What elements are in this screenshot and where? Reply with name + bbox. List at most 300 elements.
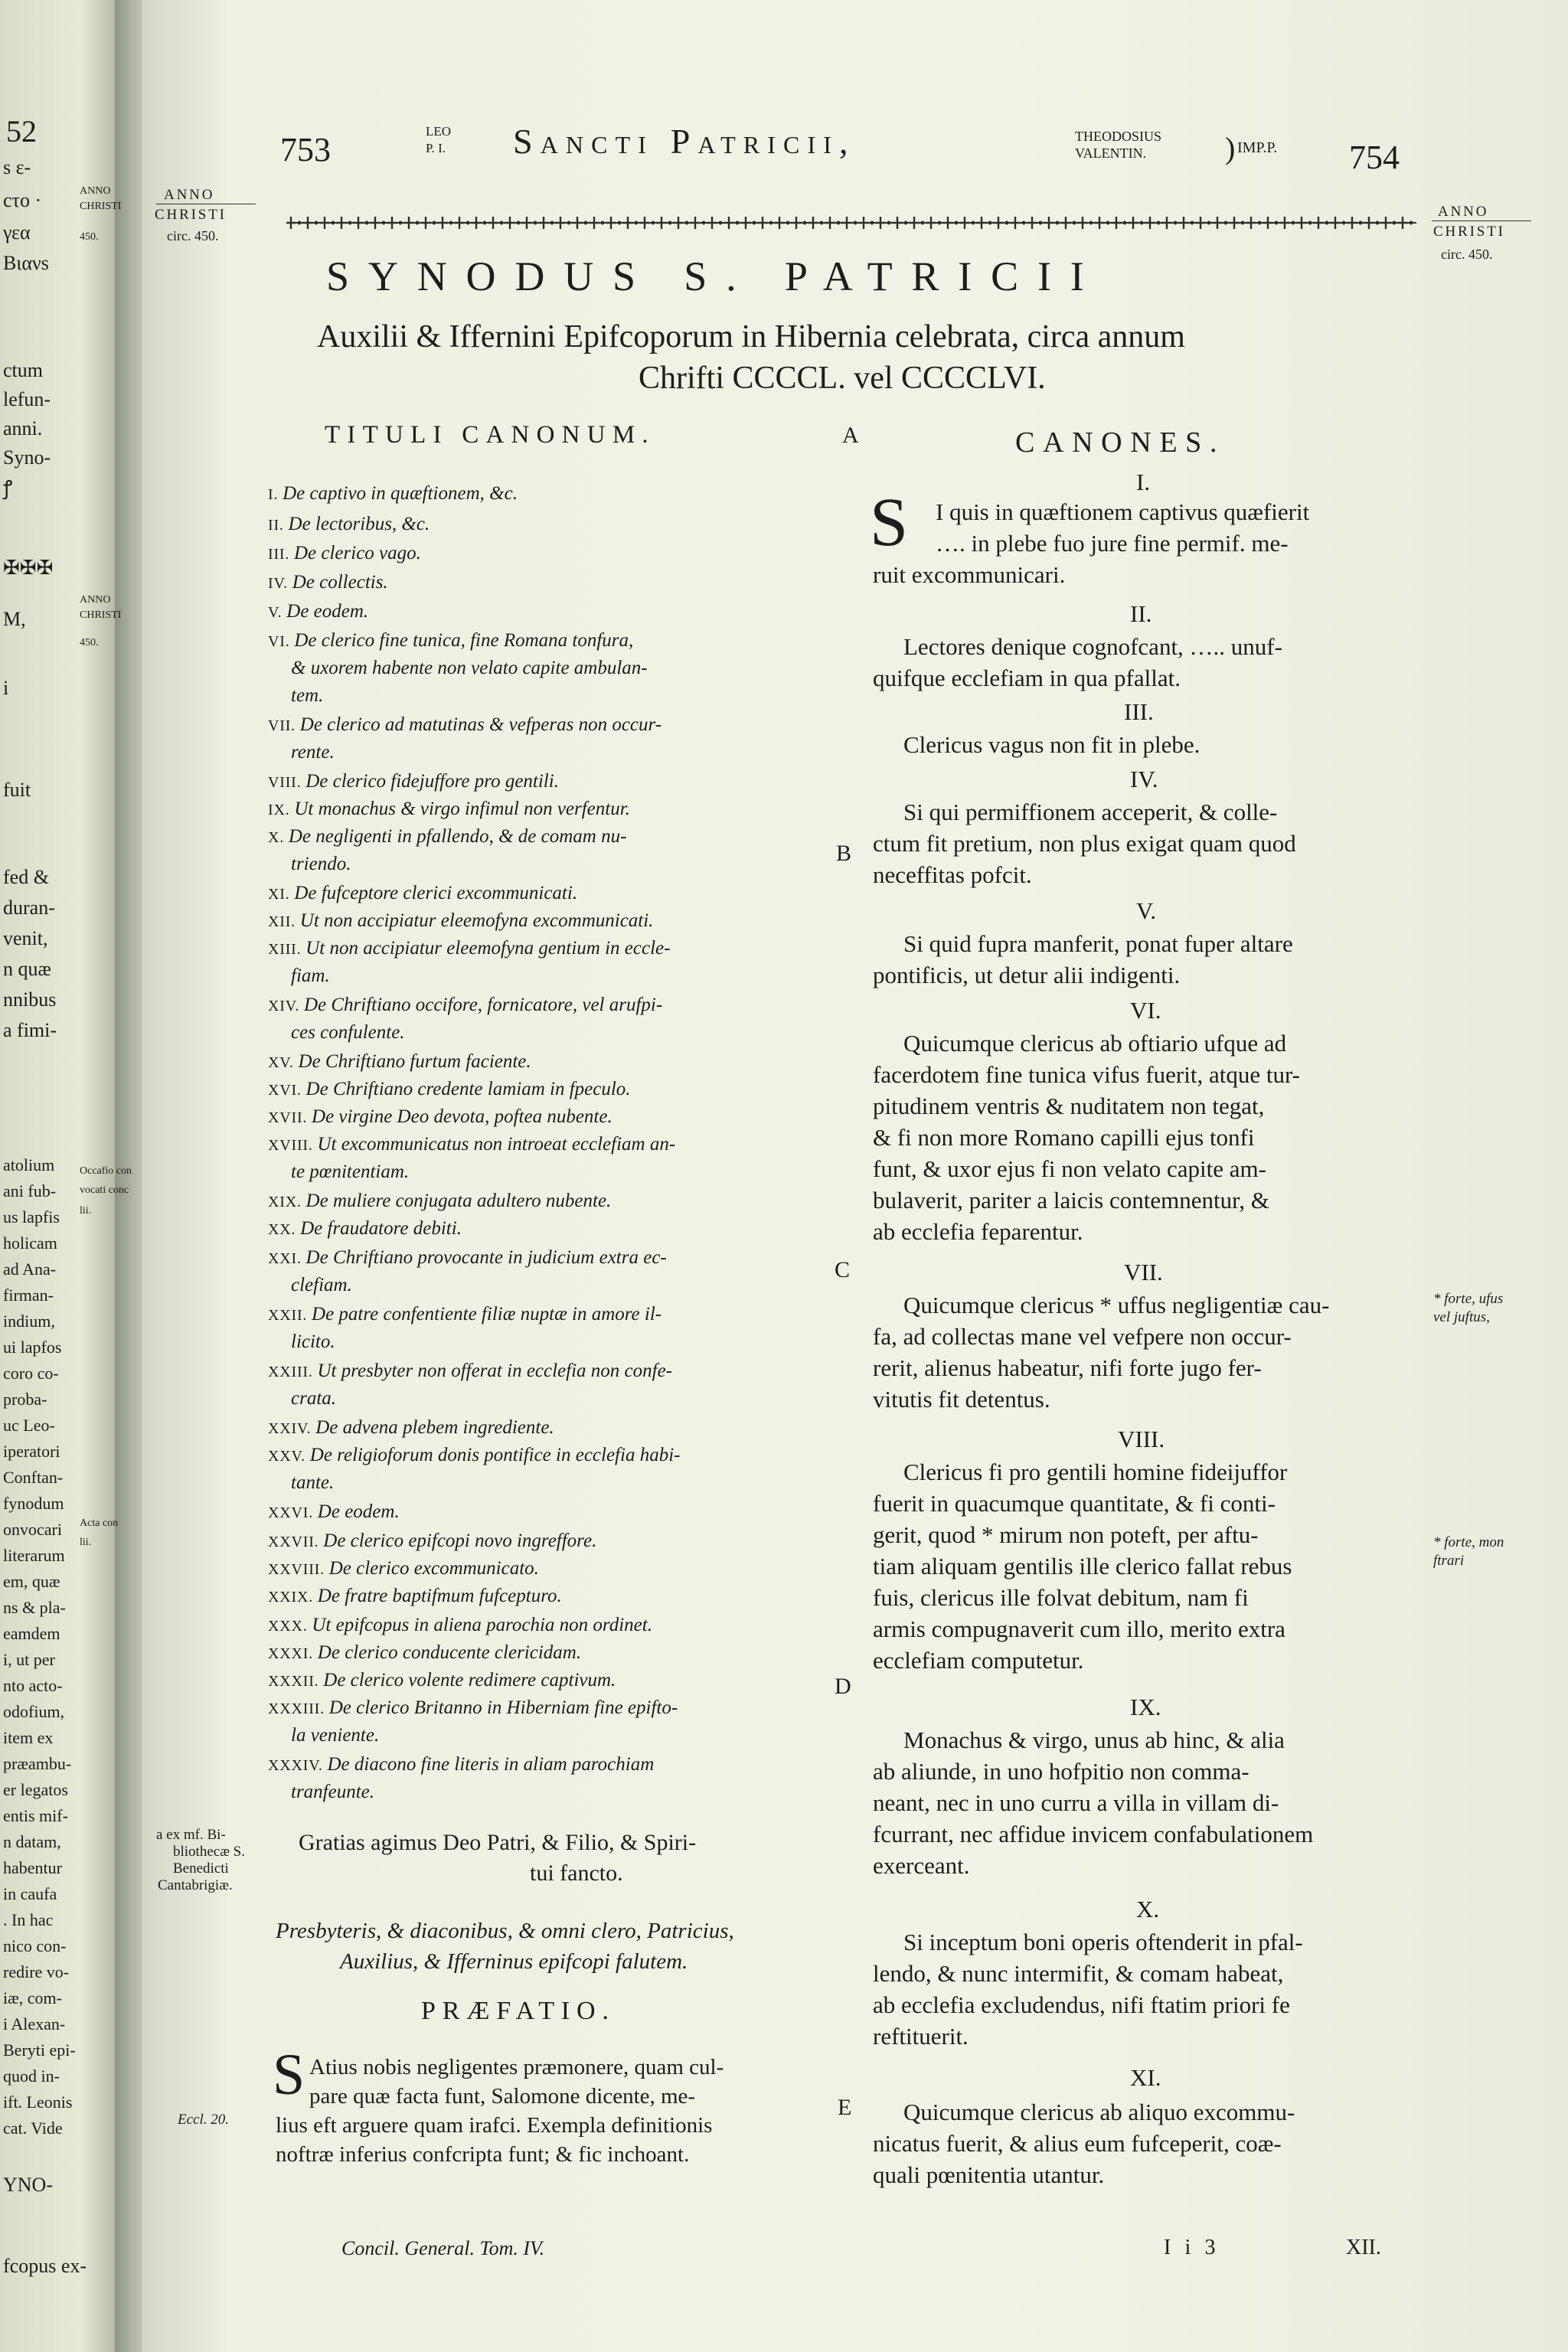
- ornament-cross: [1094, 217, 1105, 229]
- facing-page-line: firman-: [3, 1285, 54, 1305]
- canon-line: armis compugnaverit cum illo, merito extra: [873, 1615, 1285, 1642]
- titulus-line: [291, 1161, 409, 1184]
- ornament-cross: [302, 217, 313, 229]
- ornament-dot: [365, 221, 369, 225]
- canon-line: ab ecclefia excludendus, nifi ftatim priori fe: [873, 1991, 1290, 2018]
- facing-page-line: n quæ: [3, 958, 51, 980]
- facing-page-line: ift. Leonis: [3, 2092, 73, 2112]
- facing-page-line: fynodum: [3, 1494, 64, 1513]
- ornament-dot: [567, 221, 571, 225]
- ornament-cross: [336, 217, 347, 229]
- ornament-dot: [1123, 221, 1127, 225]
- facing-page-margin-note: lii.: [80, 1205, 92, 1217]
- canon-line: fuerit in quacumque quantitate, & fi conti-: [873, 1490, 1276, 1517]
- canon-line: exerceant.: [873, 1852, 970, 1879]
- titulus-text: De religioforum donis pontifice in ecclefia habi-: [309, 1445, 681, 1465]
- ornament-cross: [791, 217, 802, 229]
- facing-page-line: M,: [3, 608, 26, 630]
- facing-page-line: redire vo-: [3, 1962, 70, 1981]
- titulus-text: & uxorem habente non velato capite ambulan-: [291, 658, 648, 678]
- ornament-cross: [926, 217, 936, 229]
- source-note-4: Cantabrigiæ.: [158, 1877, 233, 1893]
- gratias-line-1: Gratias agimus Deo Patri, & Filio, & Spiri-: [299, 1830, 697, 1855]
- ornament-cross: [1263, 217, 1273, 229]
- facing-page-line: er legatos: [3, 1780, 68, 1799]
- titulus-text: la veniente.: [291, 1725, 380, 1746]
- ornament-dot: [1157, 221, 1161, 225]
- titulus-text: De virgine Deo devota, poftea nubente.: [312, 1106, 612, 1127]
- titulus-line: [268, 1614, 652, 1638]
- titulus-text: De fufceptore clerici excommunicati.: [294, 883, 578, 903]
- ornament-cross: [1229, 217, 1240, 229]
- facing-page-line: us lapfis: [3, 1207, 60, 1227]
- canon-line: Clericus fi pro gentili homine fideijuffor: [903, 1459, 1288, 1485]
- canon-line: tiam aliquam gentilis ille clerico fallat rebus: [873, 1553, 1292, 1579]
- facing-page-margin-note: ANNO: [80, 594, 111, 606]
- titulus-line: [268, 798, 630, 822]
- ornament-dot: [332, 221, 335, 225]
- ornament-dot: [938, 221, 942, 225]
- facing-page-line: fed &: [3, 866, 49, 888]
- emperor-bracket: ): [1225, 131, 1236, 165]
- running-head-emperor-2: VALENTIN.: [1075, 145, 1147, 161]
- facing-page-line: ꝭ: [3, 477, 13, 499]
- ornament-cross: [1128, 217, 1138, 229]
- facing-page-line: i: [3, 677, 9, 699]
- canon-number: VII.: [1124, 1259, 1163, 1285]
- titulus-line: [268, 1585, 562, 1609]
- titulus-text: De collectis.: [292, 572, 388, 593]
- salutation-line-1: Presbyteris, & diaconibus, & omni clero, Patricius,: [276, 1919, 734, 1943]
- ornament-cross: [555, 217, 566, 229]
- titulus-line: [268, 1078, 631, 1102]
- titulus-text: Ut monachus & virgo infimul non verfentur.: [294, 799, 630, 819]
- ornament-cross: [1161, 217, 1172, 229]
- marker-c: C: [835, 1257, 851, 1282]
- ornament-cross: [589, 217, 599, 229]
- canon-number: VIII.: [1118, 1426, 1165, 1452]
- ornament-dot: [1005, 221, 1009, 225]
- marker-e: E: [838, 2095, 852, 2120]
- ornament-cross: [909, 217, 920, 229]
- facing-page-line: s ɛ-: [3, 156, 31, 178]
- ornament-dot: [1073, 221, 1076, 225]
- praefatio-line-1: Atius nobis negligentes præmonere, quam cul-: [309, 2055, 724, 2079]
- facing-page-line: iperatori: [3, 1442, 60, 1461]
- ornament-dot: [1140, 221, 1144, 225]
- titulus-number: XXIV.: [268, 1420, 316, 1437]
- titulus-text: De clerico ad matutinas & vefperas non occur-: [299, 714, 662, 735]
- titulus-line: [291, 1781, 374, 1804]
- titulus-number: XVIII.: [268, 1137, 318, 1154]
- ornament-dot: [769, 221, 773, 225]
- titulus-number: XXII.: [268, 1307, 312, 1324]
- running-title: Sancti Patricii,: [513, 122, 856, 161]
- ornament-dot: [1207, 221, 1211, 225]
- facing-page-line: indium,: [3, 1312, 55, 1331]
- canon-number: XI.: [1130, 2064, 1161, 2091]
- ornament-dot: [668, 221, 672, 225]
- ornament-cross: [454, 217, 465, 229]
- facing-page-line: atolium: [3, 1155, 55, 1174]
- titulus-line: [291, 965, 330, 988]
- titulus-line: [268, 1217, 462, 1241]
- footer-catchword: XII.: [1346, 2236, 1381, 2259]
- ornament-dot: [904, 221, 908, 225]
- ornament-dot: [1393, 221, 1396, 225]
- ornament-dot: [500, 221, 504, 225]
- canon-line: Lectores denique cognofcant, ….. unuf-: [903, 633, 1282, 660]
- canon-line: reftituerit.: [873, 2023, 969, 2050]
- titulus-number: XXXIII.: [268, 1700, 329, 1717]
- ornament-cross: [976, 217, 987, 229]
- ornament-cross: [1060, 217, 1071, 229]
- facing-page-line: a fimi-: [3, 1019, 57, 1041]
- titulus-text: De clerico vago.: [293, 543, 421, 564]
- facing-page-line: ctum: [3, 359, 43, 381]
- facing-page-line: lefun-: [3, 388, 51, 410]
- titulus-number: XIX.: [268, 1194, 306, 1210]
- titulus-number: IV.: [268, 575, 292, 592]
- facing-page-line: eamdem: [3, 1624, 60, 1643]
- canon-line: ab aliunde, in uno hofpitio non comma-: [873, 1758, 1250, 1785]
- canon-line: ctum fit pretium, non plus exigat quam quod: [873, 830, 1296, 857]
- facing-page-margin-note: CHRISTI: [80, 201, 122, 212]
- canon-number: I.: [1136, 469, 1151, 495]
- ornament-cross: [993, 217, 1004, 229]
- facing-page-line: item ex: [3, 1728, 54, 1747]
- ornament-dot: [955, 221, 959, 225]
- ornament-dot: [685, 221, 689, 225]
- titulus-text: Ut non accipiatur eleemofyna excommunicati.: [299, 910, 654, 931]
- facing-page-line: anni.: [3, 417, 43, 439]
- facing-page-margin-note: ANNO: [80, 185, 111, 197]
- facing-page-line: em, quæ: [3, 1572, 60, 1591]
- titulus-text: tante.: [291, 1472, 335, 1493]
- anno-right-3: circ. 450.: [1441, 247, 1493, 262]
- ornament-cross: [606, 217, 616, 229]
- titulus-text: De clerico volente redimere captivum.: [323, 1670, 616, 1690]
- titulus-number: XXXII.: [268, 1673, 324, 1690]
- canon-line: ab ecclefia feparentur.: [873, 1218, 1083, 1245]
- ornament-cross: [1212, 217, 1223, 229]
- facing-page-line: i, ut per: [3, 1650, 55, 1669]
- ornament-dot: [972, 221, 975, 225]
- ornament-dot: [1224, 221, 1228, 225]
- titulus-line: [268, 1642, 581, 1665]
- ornament-dot: [1056, 221, 1060, 225]
- facing-page-line: fcopus ex-: [3, 2255, 87, 2277]
- titulus-number: XXIII.: [268, 1364, 318, 1380]
- ornament-cross: [892, 217, 903, 229]
- titulus-number: XXVIII.: [268, 1561, 329, 1578]
- titulus-number: XI.: [268, 886, 295, 903]
- titulus-text: crata.: [291, 1388, 337, 1409]
- titulus-line: [291, 1724, 379, 1747]
- titulus-text: De fratre baptifmum fufcepturo.: [317, 1586, 562, 1606]
- anno-left-2: CHRISTI: [155, 207, 227, 223]
- titulus-number: XVII.: [268, 1109, 312, 1126]
- canon-line: I quis in quæftionem captivus quæfierit: [936, 498, 1310, 525]
- canon-number: V.: [1136, 897, 1157, 924]
- titulus-text: Ut epifcopus in aliena parochia non ordinet.: [312, 1615, 652, 1635]
- canon-line: pontificis, ut detur alii indigenti.: [873, 962, 1181, 988]
- titulus-text: De Chriftiano provocante in judicium extra ec-: [305, 1247, 667, 1268]
- ornament-cross: [319, 217, 330, 229]
- canon-number: X.: [1136, 1896, 1160, 1922]
- titulus-number: XXXIV.: [268, 1757, 328, 1774]
- ornament-dot: [1258, 221, 1262, 225]
- titulus-number: VI.: [268, 633, 295, 650]
- titulus-line: [268, 1697, 678, 1720]
- titulus-number: XV.: [268, 1054, 299, 1071]
- canon-line: Si quid fupra manferit, ponat fuper altare: [903, 930, 1293, 957]
- canon-line: lendo, & nunc intermifit, & comam habeat,: [873, 1960, 1284, 1987]
- ornament-dot: [466, 221, 470, 225]
- ornament-cross: [808, 217, 818, 229]
- facing-page-line: . In hac: [3, 1910, 54, 1929]
- titulus-text: tranfeunte.: [291, 1782, 375, 1802]
- titulus-number: XVI.: [268, 1082, 306, 1099]
- titulus-text: Ut excommunicatus non introeat ecclefiam an-: [317, 1134, 676, 1155]
- ornament-dot: [1106, 221, 1110, 225]
- facing-page-margin-note: Occafio con: [80, 1165, 132, 1177]
- titulus-text: licito.: [291, 1331, 335, 1352]
- titulus-text: De clerico fidejuffore pro gentili.: [305, 771, 559, 792]
- ornament-cross: [707, 217, 717, 229]
- titulus-line: [291, 853, 351, 876]
- titulus-text: fiam.: [291, 965, 330, 986]
- ornament-cross: [774, 217, 785, 229]
- ornament-dot: [1325, 221, 1329, 225]
- facing-page-line: nico con-: [3, 1936, 67, 1955]
- praefatio-heading: PRÆFATIO.: [421, 1997, 616, 2025]
- titulus-number: XXIX.: [268, 1589, 318, 1606]
- ornament-dot: [1292, 221, 1295, 225]
- facing-page-line: Conftan-: [3, 1468, 64, 1487]
- titulus-text: De clerico conducente clericidam.: [317, 1642, 582, 1663]
- facing-page-line: duran-: [3, 897, 55, 919]
- ornament-dot: [635, 221, 639, 225]
- facing-page-margin-note: CHRISTI: [80, 609, 122, 621]
- titulus-number: XIV.: [268, 998, 304, 1014]
- ornament-dot: [837, 221, 841, 225]
- tituli-heading: TITULI CANONUM.: [325, 421, 655, 449]
- facing-page-line: n datam,: [3, 1832, 61, 1851]
- facing-page-line: onvocari: [3, 1520, 62, 1539]
- marker-b: B: [836, 841, 852, 866]
- titulus-number: XX.: [268, 1221, 301, 1238]
- ornament-dot: [887, 221, 891, 225]
- facing-page-line: iæ, com-: [3, 1988, 62, 2007]
- ornament-cross: [1111, 217, 1122, 229]
- facing-page-line: i Alexan-: [3, 2014, 66, 2034]
- ornament-cross: [370, 217, 381, 229]
- ornament-dot: [433, 221, 436, 225]
- facing-page-line: habentur: [3, 1858, 62, 1877]
- titulus-text: De muliere conjugata adultero nubente.: [305, 1191, 612, 1211]
- facing-page-line: nto acto-: [3, 1676, 63, 1695]
- ornament-dot: [1359, 221, 1363, 225]
- canon-line: vitutis fit detentus.: [873, 1386, 1050, 1413]
- facing-page-line: holicam: [3, 1233, 57, 1253]
- canon-line: Si qui permiffionem acceperit, & colle-: [903, 799, 1278, 825]
- titulus-line: [291, 1331, 335, 1354]
- titulus-line: [268, 1360, 672, 1383]
- canon-line: …. in plebe fuo jure fine permif. me-: [936, 530, 1289, 557]
- titulus-line: [268, 629, 633, 653]
- ornament-dot: [449, 221, 453, 225]
- facing-page-line: Syno-: [3, 446, 51, 469]
- titulus-line: [268, 937, 670, 961]
- ornament-dot: [702, 221, 706, 225]
- titulus-number: VIII.: [268, 774, 306, 791]
- canon-line: nicatus fuerit, & alius eum fufceperit, coæ-: [873, 2130, 1282, 2157]
- titulus-number: X.: [268, 829, 289, 846]
- canon-number: II.: [1130, 600, 1152, 627]
- facing-page-line: quod in-: [3, 2066, 60, 2086]
- running-head-imp: IMP.P.: [1237, 139, 1278, 156]
- facing-page-line: cat. Vide: [3, 2118, 63, 2138]
- running-head-pope-2: P. I.: [426, 141, 446, 155]
- titulus-line: [268, 600, 368, 624]
- titulus-text: De clerico epifcopi novo ingreffore.: [323, 1530, 597, 1551]
- footer-signature: I i 3: [1164, 2236, 1220, 2259]
- titulus-text: De negligenti in pfallendo, & de comam nu-: [288, 826, 627, 847]
- ornament-dot: [1275, 221, 1279, 225]
- titulus-line: [268, 1303, 662, 1327]
- ornament-cross: [1397, 217, 1408, 229]
- titulus-line: [268, 1190, 611, 1214]
- canones-heading: CANONES.: [1015, 426, 1226, 459]
- titulus-number: XXX.: [268, 1618, 312, 1635]
- facing-page-margin-note: vocati conc: [80, 1184, 129, 1196]
- ornament-cross: [403, 217, 414, 229]
- ornament-cross: [286, 217, 296, 229]
- titulus-text: De Chriftiano credente lamiam in fpeculo.: [305, 1079, 631, 1099]
- titulus-number: IX.: [268, 802, 295, 818]
- canon-line: fuis, clericus ille folvat debitum, nam fi: [873, 1584, 1249, 1611]
- ornament-dot: [382, 221, 386, 225]
- facing-page-line: literarum: [3, 1546, 65, 1565]
- ornament-dot: [1174, 221, 1178, 225]
- titulus-line: [268, 1530, 596, 1553]
- ornament-cross: [1010, 217, 1021, 229]
- ornament-cross: [825, 217, 835, 229]
- ornament-dot: [753, 221, 756, 225]
- canon-line: & fi non more Romano capilli ejus tonfi: [873, 1124, 1255, 1151]
- ornament-dot: [1089, 221, 1093, 225]
- titulus-number: XII.: [268, 913, 300, 930]
- titulus-number: XXXI.: [268, 1645, 318, 1662]
- facing-page-line: ns & pla-: [3, 1598, 66, 1617]
- facing-page-line: entis mif-: [3, 1806, 68, 1825]
- synodus-title: SYNODUS S. PATRICII: [326, 253, 1103, 299]
- canon-line: funt, & uxor ejus fi non velato capite am-: [873, 1155, 1266, 1182]
- titulus-text: rente.: [291, 742, 335, 763]
- ornament-cross: [690, 217, 701, 229]
- titulus-text: De lectoribus, &c.: [288, 514, 430, 534]
- ornament-dot: [652, 221, 655, 225]
- titulus-line: [268, 910, 653, 933]
- praefatio-line-4: noftræ inferius confcripta funt; & fic inchoant.: [276, 2142, 690, 2167]
- titulus-number: XXV.: [268, 1448, 310, 1465]
- ornament-dot: [534, 221, 537, 225]
- titulus-text: Ut non accipiatur eleemofyna gentium in eccle-: [305, 938, 671, 959]
- anno-left-1: ANNO: [164, 187, 215, 203]
- titulus-line: [268, 882, 577, 906]
- ornament-cross: [1296, 217, 1307, 229]
- facing-page-line: venit,: [3, 927, 48, 949]
- ornament-cross: [488, 217, 498, 229]
- facing-page-line: ad Ana-: [3, 1259, 57, 1279]
- facing-page-line: fuit: [3, 779, 31, 801]
- titulus-number: XXI.: [268, 1250, 306, 1267]
- titulus-text: tem.: [291, 685, 324, 706]
- titulus-line: [268, 1416, 554, 1440]
- facing-page-line: Beryti epi-: [3, 2040, 76, 2060]
- facing-page-line: nnibus: [3, 988, 57, 1011]
- ornament-cross: [622, 217, 633, 229]
- facing-page-margin-note: lii.: [80, 1537, 92, 1548]
- ornament-cross: [656, 217, 667, 229]
- synodus-subtitle-1: Auxilii & Iffernini Epifcoporum in Hibernia celebrata, circa annum: [317, 319, 1185, 354]
- titulus-number: XXVI.: [268, 1504, 318, 1521]
- canon-number: III.: [1124, 698, 1154, 725]
- ornament-dot: [601, 221, 605, 225]
- page-number-right: 754: [1349, 139, 1400, 176]
- marker-d: D: [835, 1674, 851, 1699]
- titulus-text: De clerico excommunicato.: [328, 1558, 539, 1579]
- source-note-1: a ex mf. Bi-: [156, 1827, 226, 1843]
- titulus-text: De captivo in quæftionem, &c.: [283, 483, 518, 504]
- canones-dropcap: S: [870, 485, 909, 560]
- titulus-line: [268, 1246, 667, 1270]
- ornament-dot: [1191, 221, 1194, 225]
- ornament-cross: [959, 217, 970, 229]
- ornament-dot: [854, 221, 858, 225]
- ornament-cross: [858, 217, 869, 229]
- running-head-pope-1: LEO: [426, 124, 452, 139]
- variant-reading-note: ftrari: [1433, 1553, 1465, 1569]
- ornament-cross: [420, 217, 431, 229]
- titulus-text: De fraudatore debiti.: [300, 1218, 462, 1239]
- titulus-line: [291, 1021, 405, 1044]
- titulus-line: [268, 571, 388, 595]
- ornament-cross: [1178, 217, 1189, 229]
- ornament-cross: [521, 217, 532, 229]
- titulus-text: De Chriftiano occifore, fornicatore, vel arufpi-: [303, 995, 663, 1015]
- ornament-cross: [1195, 217, 1206, 229]
- facing-page-line: γεα: [3, 221, 31, 243]
- canon-line: rerit, alienus habeatur, nifi forte jugo fer-: [873, 1354, 1262, 1381]
- source-note-3: Benedicti: [173, 1860, 229, 1877]
- facing-page-line: in caufa: [3, 1884, 57, 1903]
- canon-number: IX.: [1130, 1694, 1161, 1720]
- canon-line: bulaverit, pariter a laicis contemnentur, &: [873, 1187, 1269, 1214]
- ornament-cross: [673, 217, 684, 229]
- canon-line: Clericus vagus non fit in plebe.: [903, 731, 1200, 758]
- titulus-line: [291, 657, 648, 680]
- ornament-cross: [471, 217, 482, 229]
- praefatio-dropcap: S: [273, 2043, 305, 2107]
- ornament-cross: [1364, 217, 1374, 229]
- ornament-dot: [483, 221, 487, 225]
- canon-line: facerdotem fine tunica vifus fuerit, atque tur-: [873, 1061, 1300, 1088]
- ornament-cross: [1145, 217, 1155, 229]
- titulus-text: ces confulente.: [291, 1022, 405, 1043]
- titulus-text: De eodem.: [317, 1501, 400, 1522]
